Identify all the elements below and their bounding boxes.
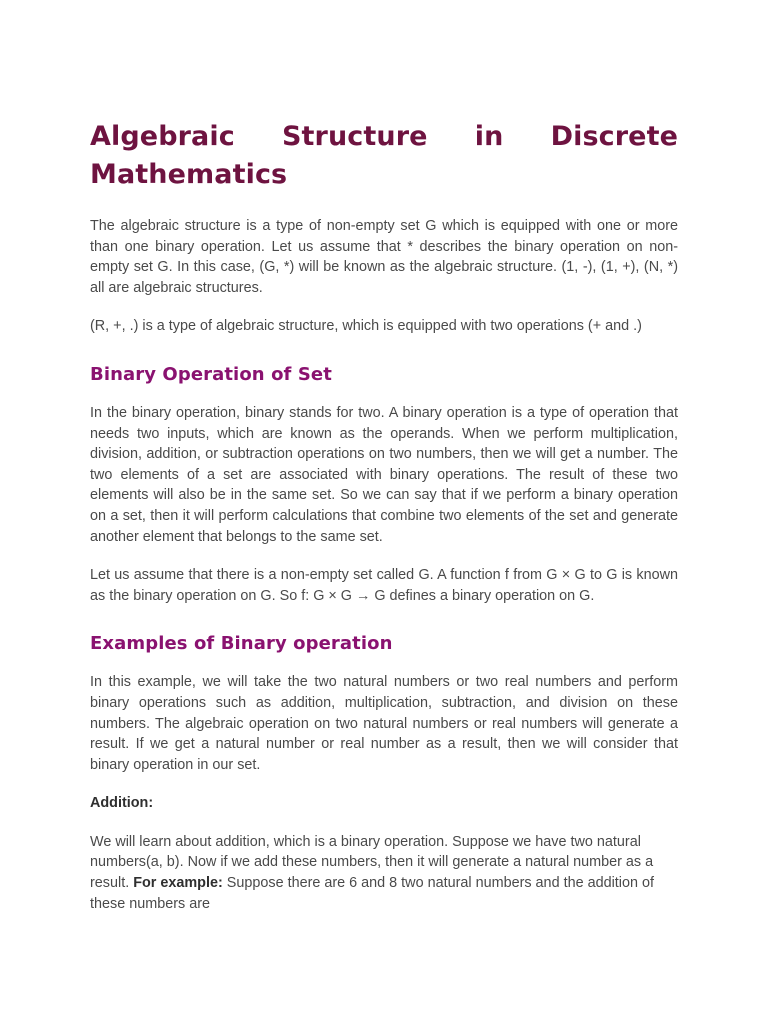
heading-binary-operation-of-set: Binary Operation of Set bbox=[90, 363, 332, 385]
addition-paragraph-text-after: Suppose there are 6 and 8 two natural numbers and the addition of these numbers are bbox=[90, 875, 654, 912]
addition-paragraph-text-before: We will learn about addition, which is a binary operation. Suppose we have two natural numbers(a, b). Now if we add these numbers, then it will generate a natural number as a result. bbox=[90, 833, 654, 892]
addition-paragraph-emphasis: For example: bbox=[133, 875, 223, 892]
heading-examples-of-binary-operation: Examples of Binary operation bbox=[90, 633, 393, 655]
addition-paragraph bbox=[90, 832, 678, 914]
examples-paragraph-1: In this example, we will take the two natural numbers or two real numbers and perform binary operations such as addition, multiplication, subtraction, and division on these numbers. The algebraic operation on two natural numbers or real numbers will generate a result. If we get a natural number or real number as a result, then we will consider that binary operation in our set. bbox=[90, 674, 678, 773]
binary-operation-paragraph-1: In the binary operation, binary stands for two. A binary operation is a type of operation that needs two inputs, which are known as the operands. When we perform multiplication, division, addition, or subtraction operations on two numbers, then we will get a number. The two elements of a set are associated with binary operations. The result of these two elements will also be in the same set. So we can say that if we perform a binary operation on a set, then it will perform calculations that combine two elements of the set and generate another element that belongs to the same set. bbox=[90, 404, 678, 545]
binary-operation-paragraph-2: Let us assume that there is a non-empty set called G. A function f from G × G to G is known as the binary operation on G. So f: G × G → G defines a binary operation on G. bbox=[90, 567, 678, 604]
intro-paragraph-2: (R, +, .) is a type of algebraic structure, which is equipped with two operations (+ and .) bbox=[90, 318, 642, 335]
page-title: Algebraic Structure in Discrete Mathematics bbox=[90, 121, 678, 190]
label-addition: Addition: bbox=[90, 795, 154, 812]
intro-paragraph-1: The algebraic structure is a type of non-empty set G which is equipped with one or more than one binary operation. Let us assume that * describes the binary operation on non-empty set G. In this case, (G, *) will be known as the algebraic structure. (1, -), (1, +), (N, *) all are algebraic structures. bbox=[90, 218, 678, 296]
document-content bbox=[90, 118, 678, 932]
